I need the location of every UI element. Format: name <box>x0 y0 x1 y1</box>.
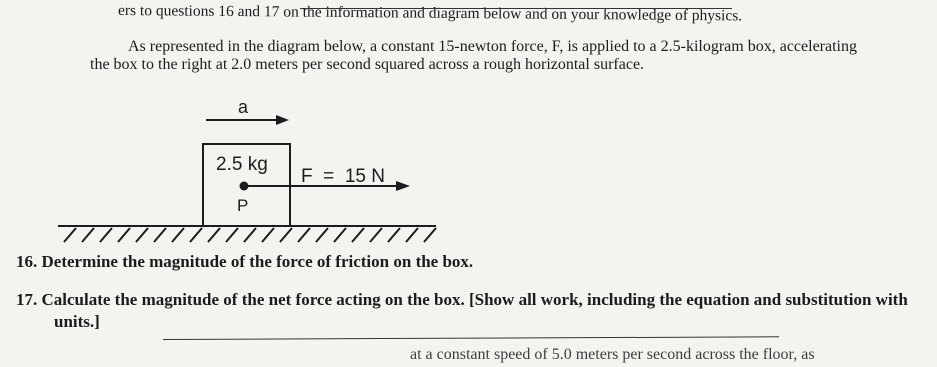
surface-hatching <box>64 228 436 242</box>
hatch-mark <box>244 228 256 242</box>
hatch-mark <box>406 228 418 242</box>
question-17-line-1: 17. Calculate the magnitude of the net force acting on the box. [Show all work, including the equation and substitution with <box>16 290 908 309</box>
hatch-mark <box>154 228 166 242</box>
point-p-label: P <box>237 196 249 215</box>
hatch-mark <box>208 228 220 242</box>
hatch-mark <box>280 228 292 242</box>
hatch-mark <box>118 228 130 242</box>
intro-text-line-2: the box to the right at 2.0 meters per second squared across a rough horizontal surface. <box>90 56 645 73</box>
hatch-mark <box>82 228 94 242</box>
hatch-mark <box>190 228 202 242</box>
header-instruction: ers to questions 16 and 17 on the information and diagram below and on your knowledge of physics. <box>117 2 743 25</box>
hatch-mark <box>64 228 76 242</box>
force-label: F = 15 N <box>301 166 385 187</box>
hatch-mark <box>316 228 328 242</box>
question-17-line-2: units.] <box>54 312 100 331</box>
hatch-mark <box>298 228 310 242</box>
hatch-mark <box>352 228 364 242</box>
hatch-mark <box>136 228 148 242</box>
hatch-mark <box>226 228 238 242</box>
hatch-mark <box>424 228 436 242</box>
intro-text-line-1: As represented in the diagram below, a constant 15-newton force, F, is applied to a 2.5-kilogram box, accelerating <box>128 38 857 55</box>
mass-label: 2.5 kg <box>216 154 268 175</box>
cutoff-text: at a constant speed of 5.0 meters per second across the floor, as <box>410 346 815 363</box>
hatch-mark <box>388 228 400 242</box>
hatch-mark <box>334 228 346 242</box>
force-arrowhead <box>396 181 410 191</box>
acceleration-label: a <box>238 97 249 117</box>
question-16: 16. Determine the magnitude of the force of friction on the box. <box>16 252 474 271</box>
hatch-mark <box>370 228 382 242</box>
acceleration-arrowhead <box>276 115 289 125</box>
hatch-mark <box>172 228 184 242</box>
hatch-mark <box>262 228 274 242</box>
hatch-mark <box>100 228 112 242</box>
